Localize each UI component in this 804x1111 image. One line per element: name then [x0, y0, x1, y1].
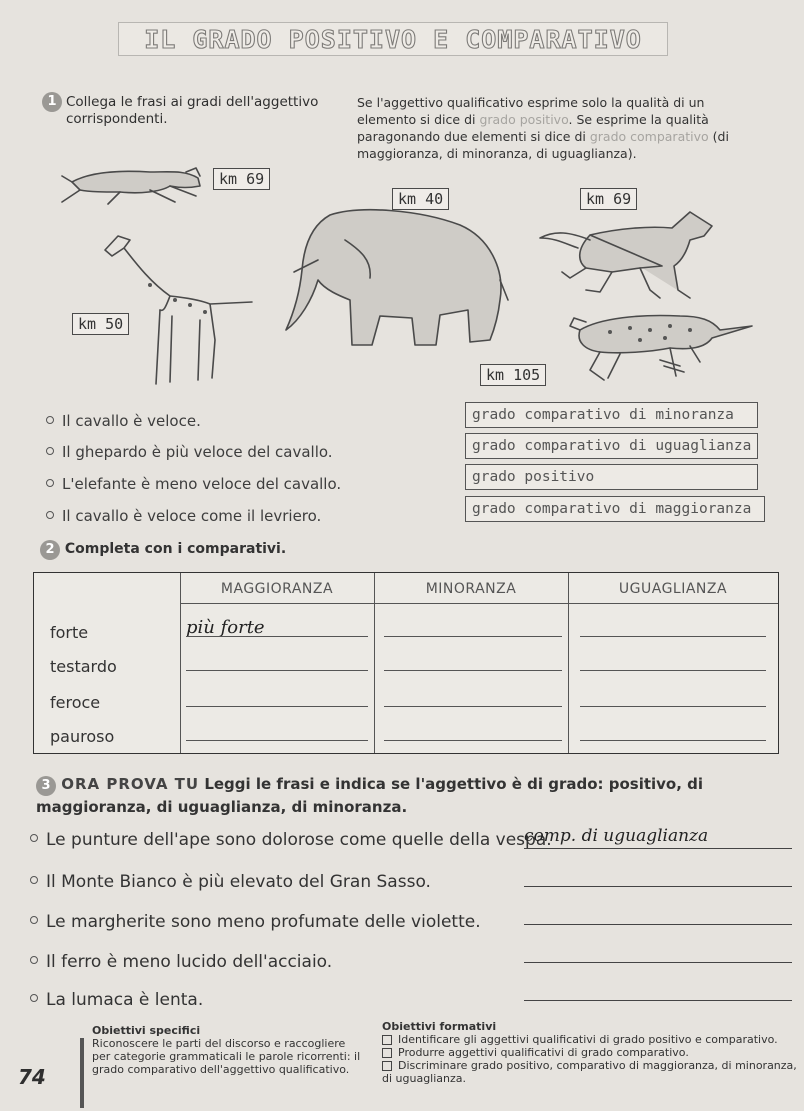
answer-cell[interactable]: più forte: [186, 617, 265, 638]
ex1-sentence: Il cavallo è veloce.: [46, 412, 201, 430]
grade-option[interactable]: grado positivo: [465, 464, 758, 490]
bullet-icon: [46, 479, 54, 487]
ex3-sentence: Le punture dell'ape sono dolorose come quelle della vespa.: [30, 830, 552, 850]
row-label-testardo: testardo: [50, 657, 117, 676]
exercise-3-instruction: [36, 773, 796, 818]
km-label-giraffe: km 50: [72, 313, 129, 335]
km-label-elephant: km 40: [392, 188, 449, 210]
row-label-pauroso: pauroso: [50, 727, 115, 746]
checkbox-icon: [382, 1061, 392, 1071]
ex3-sentence: La lumaca è lenta.: [30, 990, 203, 1010]
bullet-icon: [30, 876, 38, 884]
exercise-2-number: 2: [40, 540, 60, 560]
definition-part: (di maggioranza, di minoranza, di uguaglianza).: [357, 129, 729, 161]
row-label-feroce: feroce: [50, 693, 101, 712]
header-minoranza: MINORANZA: [425, 581, 517, 597]
grade-option[interactable]: grado comparativo di minoranza: [465, 402, 758, 428]
km-label-horse: km 69: [580, 188, 637, 210]
definition-term-positive: grado positivo: [479, 112, 569, 127]
formative-objectives: [382, 1020, 800, 1085]
bullet-icon: [46, 511, 54, 519]
ex3-answer-field[interactable]: [524, 906, 792, 925]
km-label-cheetah: km 105: [480, 364, 546, 386]
formative-item: Produrre aggettivi qualificativi di grado comparativo.: [382, 1046, 800, 1059]
ex3-answer-field[interactable]: [524, 868, 792, 887]
km-label-greyhound: km 69: [213, 168, 270, 190]
greyhound-drawing: [62, 168, 200, 204]
bullet-icon: [30, 994, 38, 1002]
header-maggioranza: MAGGIORANZA: [220, 581, 334, 597]
exercise-3-number: 3: [36, 776, 56, 796]
bullet-icon: [30, 956, 38, 964]
definition-part: . Se esprime la qualità paragonando due elementi si dice di: [357, 112, 709, 144]
definition-part: Se l'aggettivo qualificativo esprime solo la qualità di un elemento si dice di: [357, 95, 705, 127]
formative-item: Identificare gli aggettivi qualificativi di grado positivo e comparativo.: [382, 1033, 800, 1046]
row-label-forte: forte: [50, 623, 89, 642]
ex3-answer-field[interactable]: comp. di uguaglianza: [524, 826, 792, 849]
grade-option[interactable]: grado comparativo di uguaglianza: [465, 433, 758, 459]
comparatives-table: [33, 572, 779, 754]
exercise-3-prefix: ORA PROVA TU: [61, 775, 200, 793]
formative-item: Discriminare grado positivo, comparativo di maggioranza, di minoranza, di uguaglianza.: [382, 1059, 797, 1085]
ex1-sentence: Il cavallo è veloce come il levriero.: [46, 507, 321, 525]
bullet-icon: [30, 834, 38, 842]
specific-objectives-heading: Obiettivi specifici: [92, 1024, 201, 1037]
checkbox-icon: [382, 1048, 392, 1058]
cheetah-drawing: [570, 316, 752, 380]
footer-bar: [80, 1038, 84, 1108]
bullet-icon: [30, 916, 38, 924]
exercise-1-number: 1: [42, 92, 62, 112]
bullet-icon: [46, 416, 54, 424]
page-number: 74: [18, 1065, 46, 1089]
elephant-drawing: [286, 210, 508, 345]
definition-term-comparative: grado comparativo: [589, 129, 709, 144]
exercise-3-text: Leggi le frasi e indica se l'aggettivo è di grado: positivo, di maggioranza, di uguaglianza, di minoranza.: [36, 775, 704, 816]
specific-objectives: [92, 1024, 362, 1076]
exercise-2-text: Completa con i comparativi.: [64, 541, 287, 557]
formative-objectives-heading: Obiettivi formativi: [382, 1020, 497, 1033]
checkbox-icon: [382, 1035, 392, 1045]
specific-objectives-text: Riconoscere le parti del discorso e raccogliere per categorie grammaticali le parole ricorrenti: il grado comparativo dell'aggettivo qualificativo.: [92, 1037, 361, 1076]
giraffe-drawing: [105, 236, 252, 384]
page-title: IL GRADO POSITIVO E COMPARATIVO: [144, 24, 642, 54]
ex3-sentence: Il ferro è meno lucido dell'acciaio.: [30, 952, 332, 972]
ex3-sentence: Il Monte Bianco è più elevato del Gran Sasso.: [30, 872, 431, 892]
ex3-answer-field[interactable]: [524, 982, 792, 1001]
ex3-sentence: Le margherite sono meno profumate delle violette.: [30, 912, 481, 932]
ex1-sentence: Il ghepardo è più veloce del cavallo.: [46, 443, 333, 461]
exercise-2-instruction: [40, 540, 286, 560]
bullet-icon: [46, 447, 54, 455]
horse-drawing: [540, 212, 712, 298]
ex3-answer-field[interactable]: [524, 944, 792, 963]
grade-option[interactable]: grado comparativo di maggioranza: [465, 496, 765, 522]
ex1-sentence: L'elefante è meno veloce del cavallo.: [46, 475, 341, 493]
exercise-1-text: Collega le frasi ai gradi dell'aggettivo corrispondenti.: [66, 94, 319, 127]
header-uguaglianza: UGUAGLIANZA: [618, 581, 728, 597]
